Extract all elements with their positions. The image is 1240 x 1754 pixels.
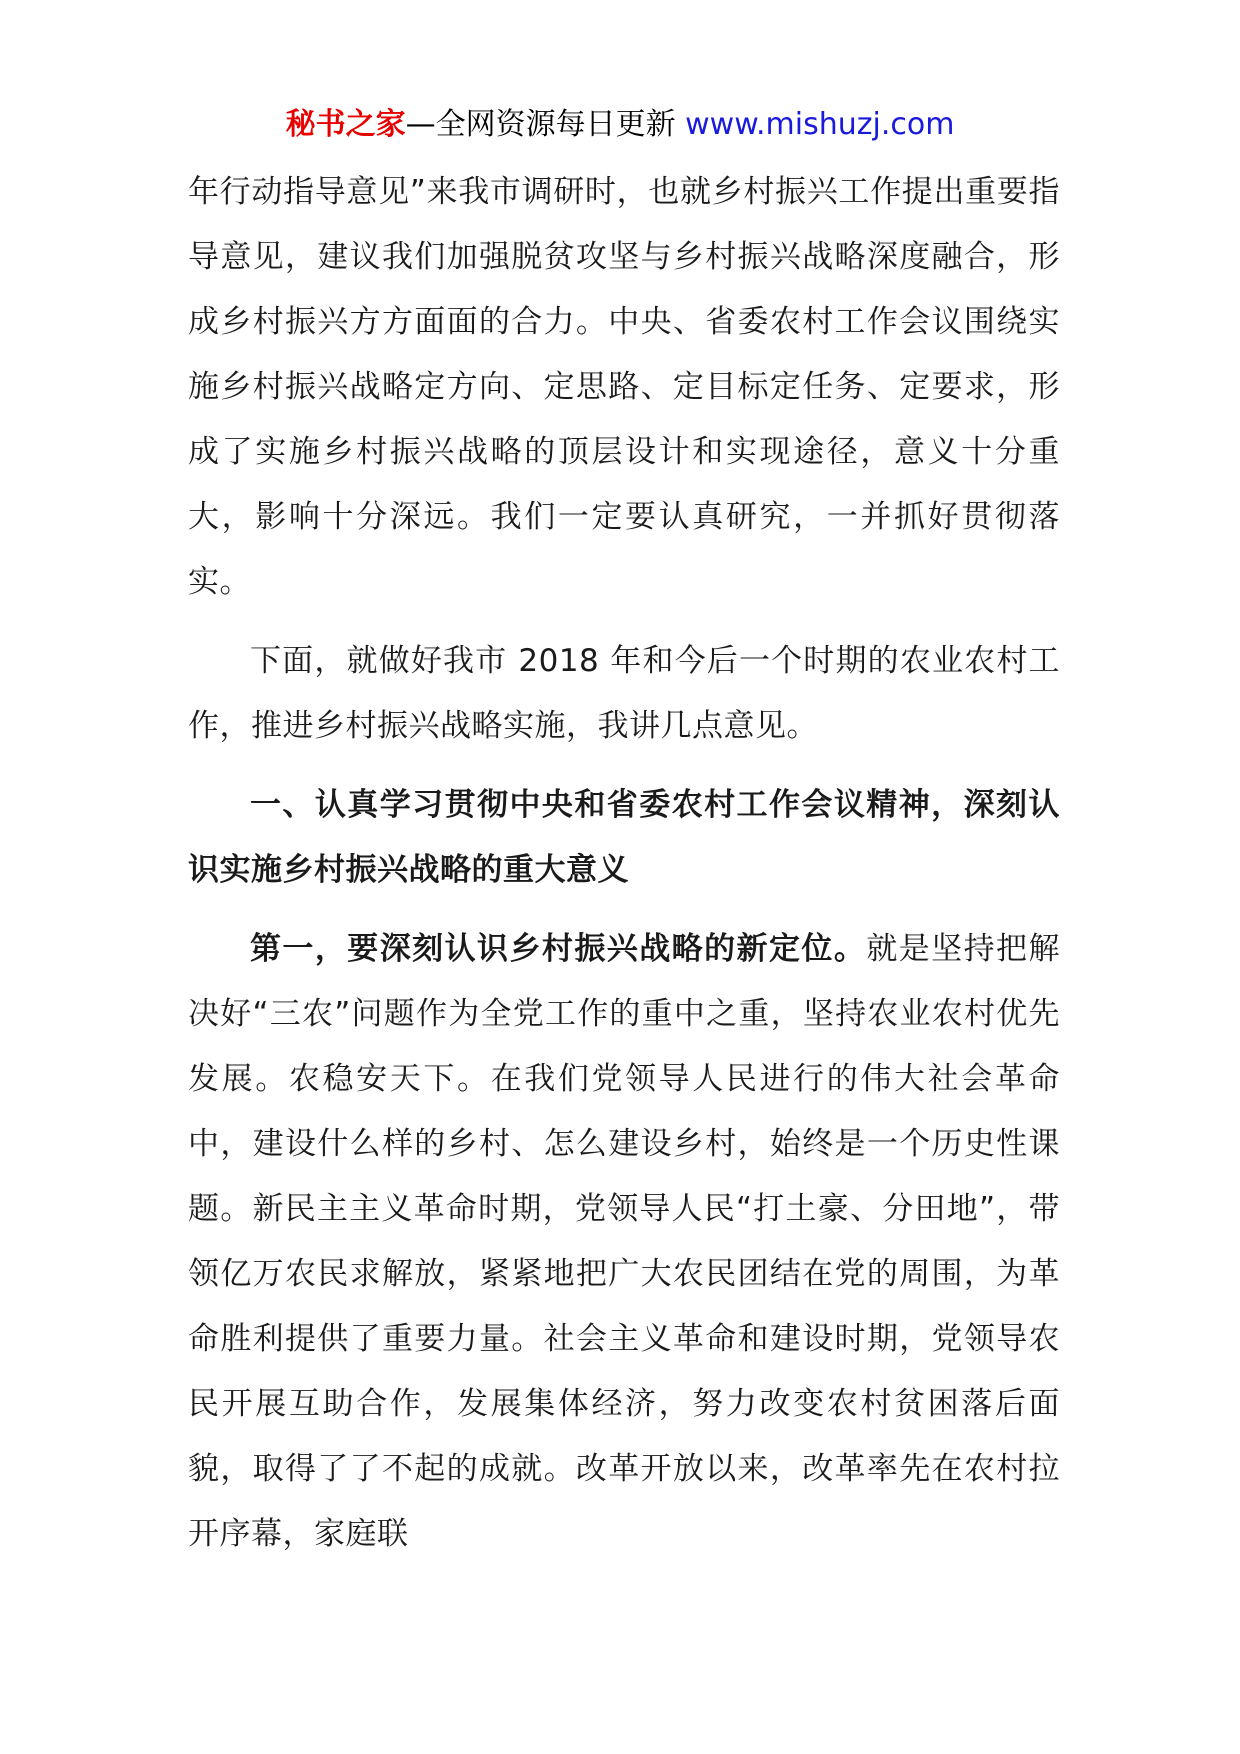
section-heading: 一、认真学习贯彻中央和省委农村工作会议精神，深刻认识实施乡村振兴战略的重大意义 xyxy=(188,787,1060,888)
point-lead: 第一，要深刻认识乡村振兴战略的新定位。 xyxy=(250,931,867,967)
paragraph-continued: 年行动指导意见”来我市调研时，也就乡村振兴工作提出重要指导意见，建议我们加强脱贫攻坚与乡村振兴战略深度融合，形成乡村振兴方方面面的合力。中央、省委农村工作会议围绕实施乡村振兴战略定方向、定思路、定目标定任务、定要求，形成了实施乡村振兴战略的顶层设计和实现途径，意义十分重大，影响十分深远。我们一定要认真研究，一并抓好贯彻落实。 xyxy=(188,174,1060,600)
brand-name: 秘书之家 xyxy=(285,107,406,142)
site-url-link[interactable]: www.mishuzj.com xyxy=(685,107,955,142)
paragraph-first-point xyxy=(188,917,1060,1567)
paragraph-intro: 下面，就做好我市 2018 年和今后一个时期的农业农村工作，推进乡村振兴战略实施，我讲几点意见。 xyxy=(188,643,1060,744)
header-slogan: —全网资源每日更新 xyxy=(405,107,676,142)
document-body xyxy=(188,160,1060,1567)
point-body: 就是坚持把解决好“三农”问题作为全党工作的重中之重，坚持农业农村优先发展。农稳安天下。在我们党领导人民进行的伟大社会革命中，建设什么样的乡村、怎么建设乡村，始终是一个历史性课题。新民主主义革命时期，党领导人民“打土豪、分田地”，带领亿万农民求解放，紧紧地把广大农民团结在党的周围，为革命胜利提供了重要力量。社会主义革命和建设时期，党领导农民开展互助合作，发展集体经济，努力改变农村贫困落后面貌，取得了了不起的成就。改革开放以来，改革率先在农村拉开序幕，家庭联 xyxy=(188,931,1060,1552)
site-header xyxy=(0,100,1240,150)
